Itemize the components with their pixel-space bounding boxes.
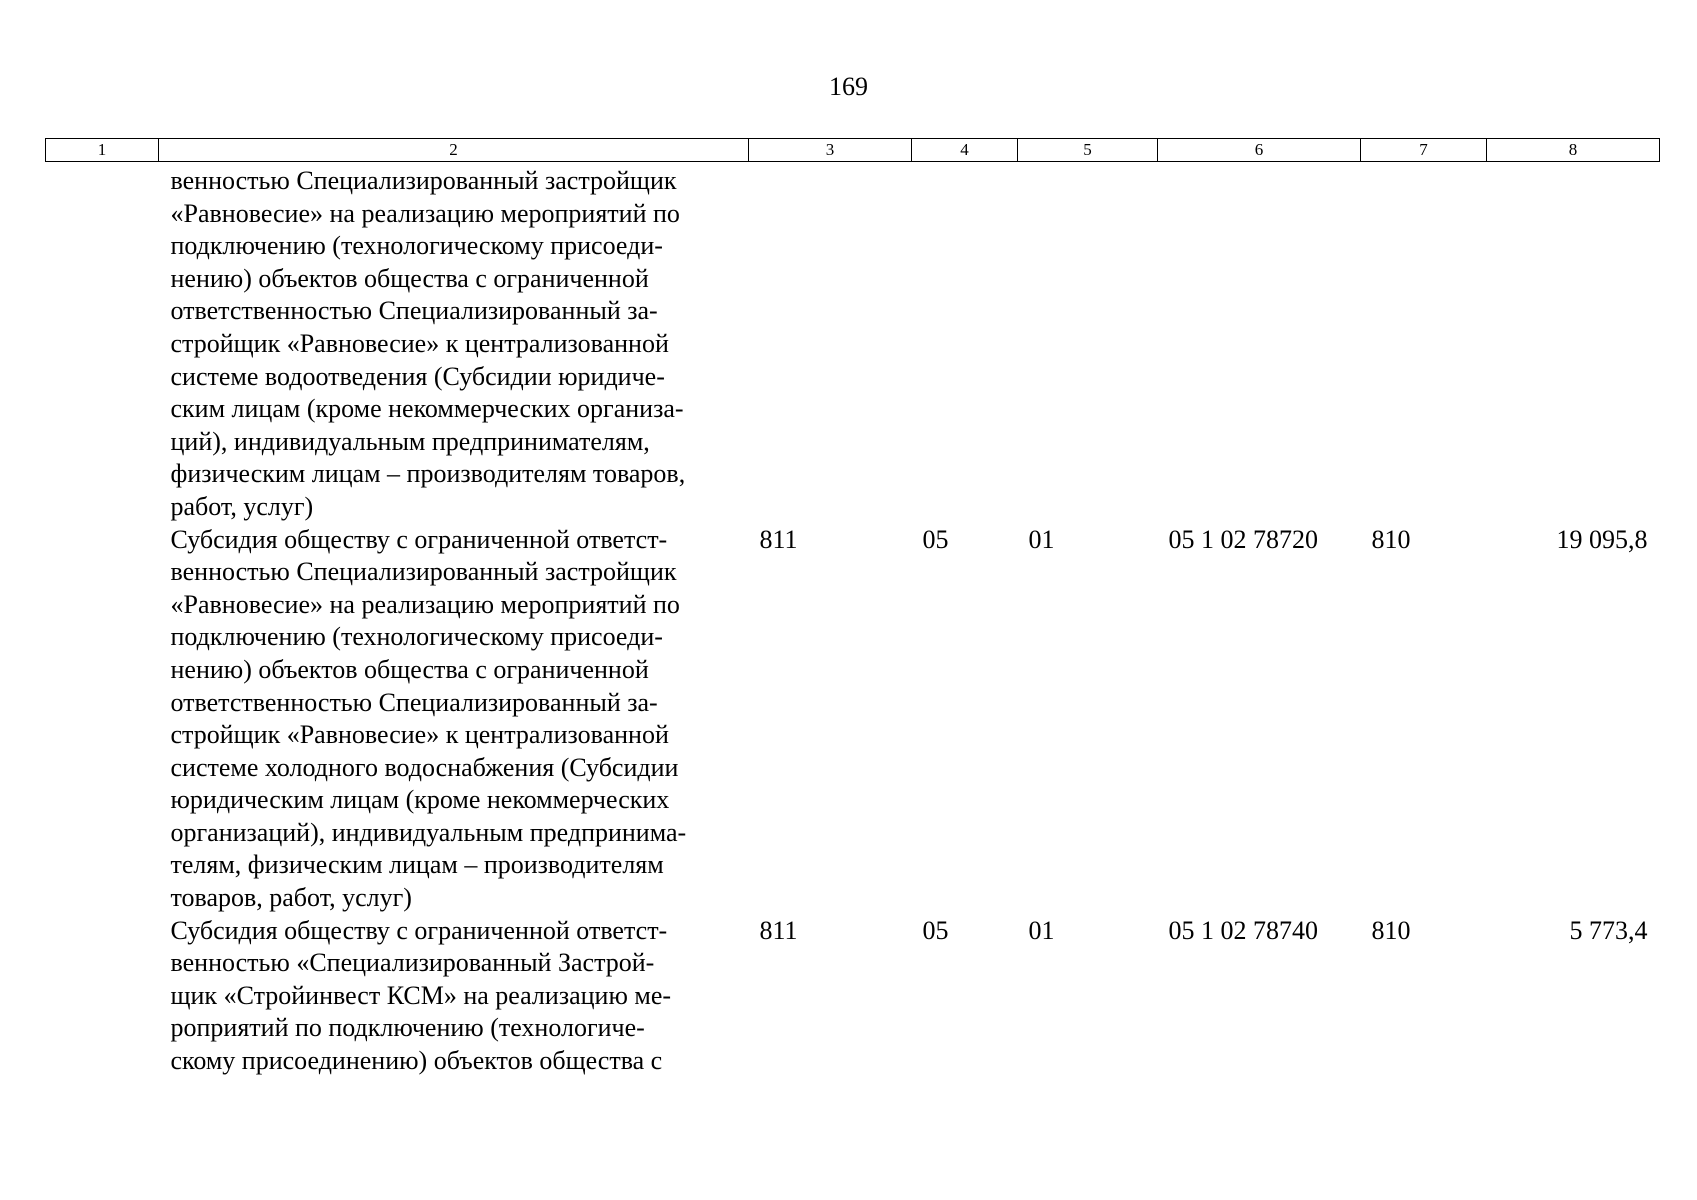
description-line: системе водоотведения (Субсидии юридиче- [170, 361, 665, 391]
section-code-cell: 05 [922, 915, 949, 945]
description-cell [159, 524, 749, 915]
column-number-2: 2 [159, 139, 749, 162]
description-line: нению) объектов общества с ограниченной [170, 654, 649, 684]
subsection-code-cell: 01 [1028, 524, 1055, 554]
description-line: ским лицам (кроме некоммерческих организа- [170, 394, 684, 424]
description-line: организаций), индивидуальным предпринима- [170, 817, 687, 847]
row-number-cell [46, 915, 159, 1078]
column-number-8: 8 [1487, 139, 1660, 162]
description-line: работ, услуг) [170, 491, 314, 521]
target-article-cell [1158, 162, 1361, 524]
target-article-cell: 05 1 02 78720 [1168, 524, 1318, 554]
description-line: венностью Специализированный застройщик [170, 166, 677, 195]
description-line: венностью Специализированный застройщик [170, 557, 677, 587]
description-line: стройщик «Равновесие» к централизованной [170, 328, 669, 358]
expense-type-cell: 810 [1371, 915, 1411, 945]
ministry-code-cell: 811 [759, 915, 798, 945]
description-line: юридическим лицам (кроме некоммерческих [170, 785, 670, 815]
description-line: физическим лицам – производителям товаров, [170, 459, 686, 489]
table-row [46, 915, 1660, 1078]
description-line: ответственностью Специализированный за- [170, 687, 658, 717]
table-row [46, 162, 1660, 524]
description-line: подключению (технологическому присоеди- [170, 231, 663, 261]
column-number-7: 7 [1361, 139, 1487, 162]
description-line: подключению (технологическому присоеди- [170, 622, 663, 652]
description-cell [159, 915, 749, 1078]
expense-type-cell: 810 [1371, 524, 1411, 554]
row-number-cell [46, 162, 159, 524]
amount-cell [1487, 162, 1660, 524]
description-line: ций), индивидуальным предпринимателям, [170, 426, 650, 456]
description-line: Субсидия обществу с ограниченной ответст- [170, 915, 668, 945]
expense-type-cell [1361, 162, 1487, 524]
section-code-cell [912, 162, 1018, 524]
column-number-6: 6 [1158, 139, 1361, 162]
column-number-5: 5 [1018, 139, 1158, 162]
description-line: системе холодного водоснабжения (Субсидии [170, 752, 679, 782]
row-number-cell [46, 524, 159, 915]
description-line: нению) объектов общества с ограниченной [170, 263, 649, 293]
description-line: телям, физическим лицам – производителям [170, 850, 664, 880]
description-line: щик «Стройинвест КСМ» на реализацию ме- [170, 980, 672, 1010]
section-code-cell: 05 [922, 524, 949, 554]
amount-cell: 5 773,4 [1569, 915, 1648, 945]
subsection-code-cell: 01 [1028, 915, 1055, 945]
budget-table [45, 138, 1660, 1078]
description-line: товаров, работ, услуг) [170, 883, 412, 913]
description-line: скому присоединению) объектов общества с [170, 1046, 663, 1076]
description-line: стройщик «Равновесие» к централизованной [170, 720, 669, 750]
ministry-code-cell [749, 162, 912, 524]
target-article-cell: 05 1 02 78740 [1168, 915, 1318, 945]
description-line: Субсидия обществу с ограниченной ответст- [170, 524, 668, 554]
page-number: 169 [829, 72, 868, 101]
description-line: венностью «Специализированный Застрой- [170, 948, 655, 978]
column-number-3: 3 [749, 139, 912, 162]
column-number-1: 1 [46, 139, 159, 162]
description-line: ответственностью Специализированный за- [170, 296, 658, 326]
table-row [46, 524, 1660, 915]
description-cell [159, 162, 749, 524]
subsection-code-cell [1018, 162, 1158, 524]
column-number-row [46, 139, 1660, 162]
column-number-4: 4 [912, 139, 1018, 162]
ministry-code-cell: 811 [759, 524, 798, 554]
amount-cell: 19 095,8 [1556, 524, 1648, 554]
description-line: роприятий по подключению (технологиче- [170, 1013, 645, 1043]
description-line: «Равновесие» на реализацию мероприятий по [170, 198, 680, 228]
description-line: «Равновесие» на реализацию мероприятий по [170, 589, 680, 619]
